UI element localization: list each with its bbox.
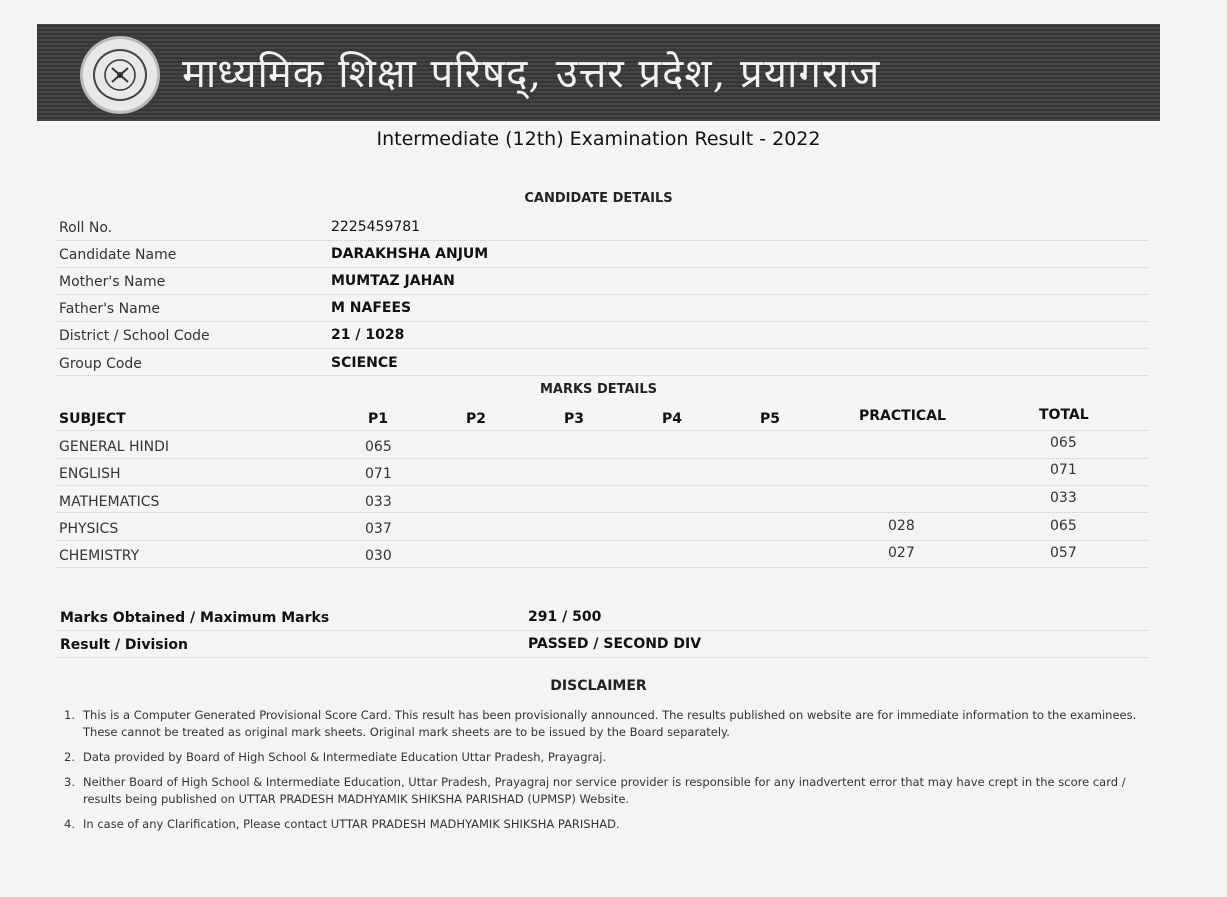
district-school-code-value: 21 / 1028 xyxy=(331,327,405,343)
candidate-name-label: Candidate Name xyxy=(59,247,177,263)
list-item-number: 4. xyxy=(64,817,75,831)
col-p5: P5 xyxy=(760,411,781,427)
table-row-subject: MATHEMATICS xyxy=(59,494,160,510)
candidate-name-value: DARAKHSHA ANJUM xyxy=(331,246,489,262)
board-emblem-icon xyxy=(80,36,160,114)
father-name-value: M NAFEES xyxy=(331,300,412,316)
group-code-label: Group Code xyxy=(59,356,142,372)
result-division-label: Result / Division xyxy=(60,637,188,653)
table-row-practical: 027 xyxy=(888,545,915,561)
disclaimer-list xyxy=(64,707,1139,841)
father-name-label: Father's Name xyxy=(59,301,160,317)
table-row-subject: CHEMISTRY xyxy=(59,548,140,564)
result-division-value: PASSED / SECOND DIV xyxy=(528,636,702,652)
list-item-text: Neither Board of High School & Intermediate Education, Uttar Pradesh, Prayagraj nor service provider is responsible for any inadvertent error that may have crept in the score card / results being published on UTTAR PRADESH MADHYAMIK SHIKSHA PARISHAD (UPMSP) Website. xyxy=(83,775,1126,806)
col-p1: P1 xyxy=(368,411,389,427)
table-row-p1: 033 xyxy=(365,494,392,510)
candidate-details-heading: CANDIDATE DETAILS xyxy=(524,191,673,206)
table-row-p1: 065 xyxy=(365,439,392,455)
table-row-p1: 030 xyxy=(365,548,392,564)
table-row-subject: GENERAL HINDI xyxy=(59,439,170,455)
table-row-total: 033 xyxy=(1050,490,1077,506)
roll-no-value: 2225459781 xyxy=(331,219,421,235)
list-item-number: 2. xyxy=(64,750,75,764)
table-row-subject: PHYSICS xyxy=(59,521,119,537)
list-item xyxy=(64,774,1139,808)
col-total: TOTAL xyxy=(1039,407,1089,423)
col-p4: P4 xyxy=(662,411,683,427)
table-row-practical: 028 xyxy=(888,518,915,534)
marks-obtained-value: 291 / 500 xyxy=(528,609,602,625)
col-practical: PRACTICAL xyxy=(859,408,946,424)
col-p3: P3 xyxy=(564,411,585,427)
list-item-text: This is a Computer Generated Provisional Score Card. This result has been provisionally announced. The results published on website are for immediate information to the examinees. These cannot be treated as original mark sheets. Original mark sheets are to be issued by the Board separately. xyxy=(83,708,1137,739)
col-subject: SUBJECT xyxy=(59,411,126,427)
list-item xyxy=(64,749,1139,766)
table-row-total: 071 xyxy=(1050,462,1077,478)
district-school-code-label: District / School Code xyxy=(59,328,210,344)
marks-obtained-label: Marks Obtained / Maximum Marks xyxy=(60,610,330,626)
disclaimer-heading: DISCLAIMER xyxy=(550,678,647,694)
list-item xyxy=(64,707,1139,741)
table-row-p1: 071 xyxy=(365,466,392,482)
col-p2: P2 xyxy=(466,411,487,427)
group-code-value: SCIENCE xyxy=(331,355,398,371)
table-row-total: 065 xyxy=(1050,435,1077,451)
board-title: माध्यमिक शिक्षा परिषद्, उत्तर प्रदेश, प्रयागराज xyxy=(182,51,881,97)
table-row-total: 065 xyxy=(1050,518,1077,534)
list-item-number: 3. xyxy=(64,775,75,789)
exam-title: Intermediate (12th) Examination Result - 2022 xyxy=(376,128,821,150)
list-item-text: Data provided by Board of High School & Intermediate Education Uttar Pradesh, Prayagraj. xyxy=(83,750,607,764)
mother-name-label: Mother's Name xyxy=(59,274,166,290)
list-item-text: In case of any Clarification, Please contact UTTAR PRADESH MADHYAMIK SHIKSHA PARISHAD. xyxy=(83,817,620,831)
table-row-subject: ENGLISH xyxy=(59,466,121,482)
marks-details-heading: MARKS DETAILS xyxy=(539,382,658,397)
list-item xyxy=(64,816,1139,833)
roll-no-label: Roll No. xyxy=(59,220,113,236)
list-item-number: 1. xyxy=(64,708,75,722)
table-row-total: 057 xyxy=(1050,545,1077,561)
mother-name-value: MUMTAZ JAHAN xyxy=(331,273,455,289)
table-row-p1: 037 xyxy=(365,521,392,537)
